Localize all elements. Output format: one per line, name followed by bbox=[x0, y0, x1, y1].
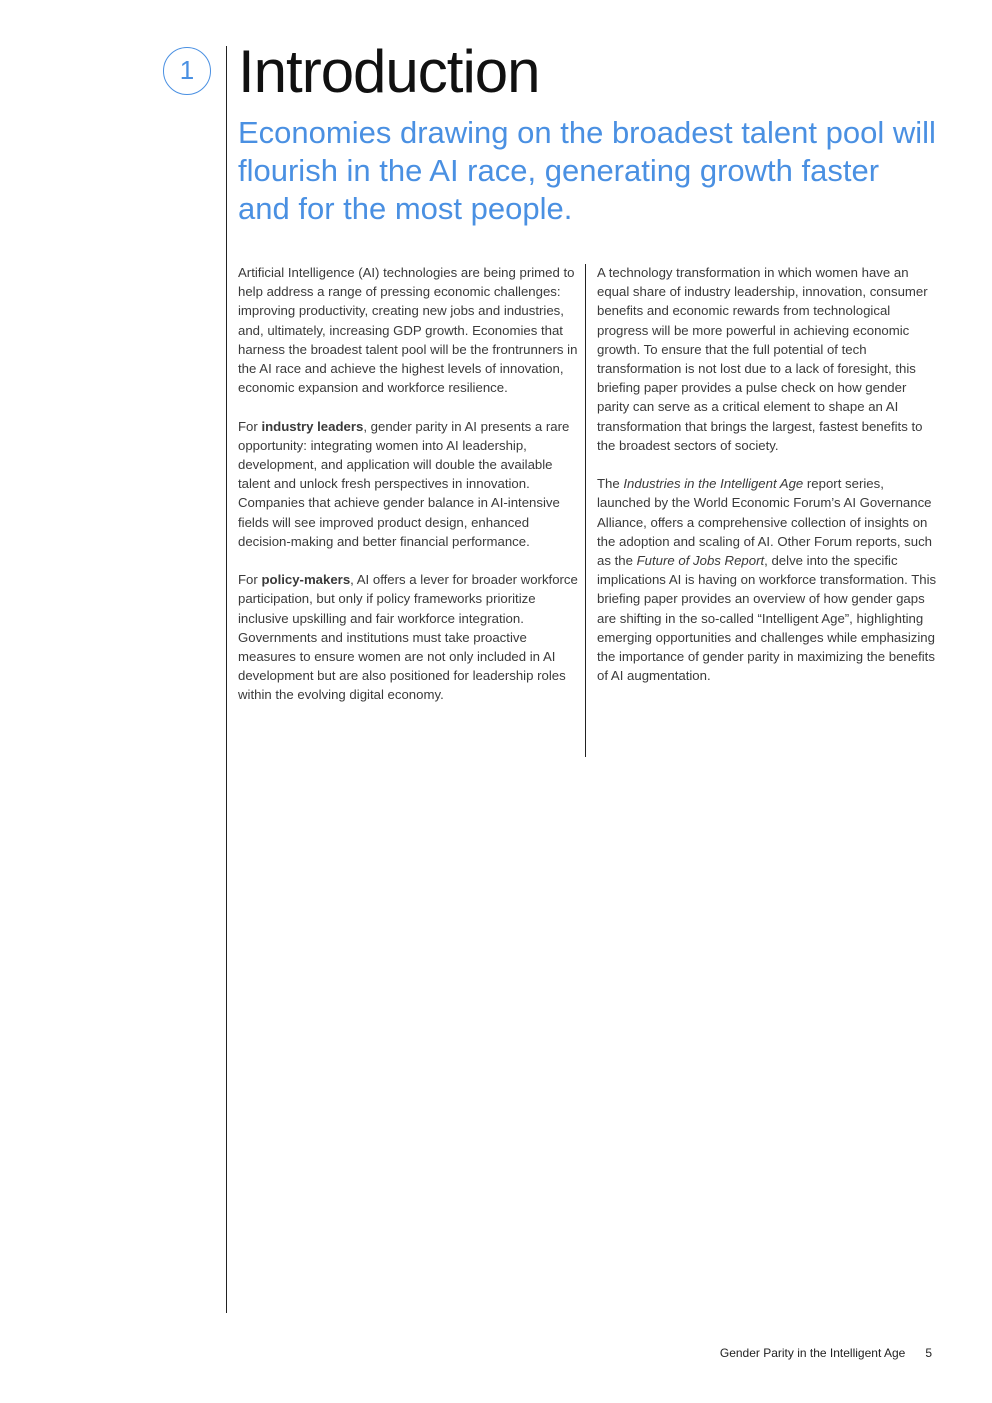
paragraph: For policy-makers, AI offers a lever for broader workforce participation, but only if policy frameworks prioritize inclusive upskilling and fair workforce integration. Governments and institutions must take proactive measures to ensure women are not only included in AI development but are also positioned for leadership roles within the evolving digital economy. bbox=[238, 572, 578, 703]
paragraph: Artificial Intelligence (AI) technologies are being primed to help address a range of pressing economic challenges: improving productivity, creating new jobs and industries, and, ultimately, increasing GDP growth. Economies that harness the broadest talent pool will be the frontrunners in the AI race and achieve the highest levels of innovation, economic expansion and workforce resilience. bbox=[238, 265, 578, 396]
right-column bbox=[597, 263, 937, 705]
paragraph: The Industries in the Intelligent Age report series, launched by the World Economic Forum’s AI Governance Alliance, offers a comprehensive collection of insights on the adoption and scaling of AI. Other Forum reports, such as the Future of Jobs Report, delve into the specific implications AI is having on workforce transformation. This briefing paper provides an overview of how gender gaps are shifting in the so-called “Intelligent Age”, highlighting emerging opportunities and challenges while emphasizing the importance of gender parity in maximizing the benefits of AI augmentation. bbox=[597, 476, 937, 684]
report-title: Industries in the Intelligent Age bbox=[623, 476, 804, 492]
left-column bbox=[238, 263, 578, 724]
paragraph: A technology transformation in which women have an equal share of industry leadership, innovation, consumer benefits and economic rewards from technological progress will be more powerful in achieving economic growth. To ensure that the full potential of tech transformation is not lost due to a lack of foresight, this briefing paper provides a pulse check on how gender parity can serve as a critical element to shape an AI transformation that brings the largest, fastest benefits to the broadest sectors of society. bbox=[597, 265, 928, 453]
page-subtitle: Economies drawing on the broadest talent pool will flourish in the AI race, generating growth faster and for the most people. bbox=[238, 115, 936, 226]
column-divider bbox=[585, 264, 586, 757]
page-title: Introduction bbox=[238, 38, 540, 105]
bold-term: industry leaders bbox=[261, 418, 364, 434]
paragraph: For industry leaders, gender parity in AI presents a rare opportunity: integrating women into AI leadership, development, and application will double the available talent and unlock fresh perspectives in innovation. Companies that achieve gender balance in AI-intensive fields will see improved product design, enhanced decision-making and better financial performance. bbox=[238, 418, 570, 549]
chapter-number-badge: 1 bbox=[163, 47, 211, 95]
bold-term: policy-makers bbox=[261, 572, 351, 588]
report-title: Future of Jobs Report bbox=[636, 553, 765, 569]
page-number: 5 bbox=[925, 1346, 932, 1360]
page-footer bbox=[720, 1346, 932, 1360]
footer-doc-title: Gender Parity in the Intelligent Age bbox=[719, 1346, 906, 1360]
vertical-rule bbox=[226, 46, 227, 1313]
